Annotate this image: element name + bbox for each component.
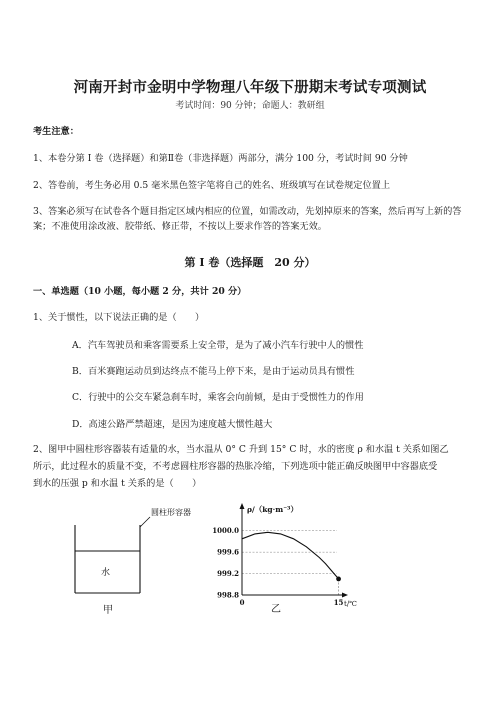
part1-heading: 一、单选题（10 小题，每小题 2 分，共计 20 分）	[33, 286, 247, 297]
figure-yi-caption: 乙	[271, 604, 281, 615]
density-curve	[242, 532, 339, 579]
y-axis-arrow	[240, 503, 245, 509]
container-label: 圆柱形容器	[151, 508, 191, 517]
q2-stem-line-2: 所示，此过程水的质量不变，不考虑圆柱形容器的热胀冷缩，下列选项中能正确反映图甲中容器底受	[33, 461, 438, 472]
curve-end-point	[336, 577, 341, 582]
section-title: 第 I 卷（选择题 20 分）	[184, 256, 316, 269]
water-label: 水	[101, 568, 111, 578]
q1-option-b: B．百米赛跑运动员到达终点不能马上停下来，是由于运动员具有惯性	[72, 366, 355, 377]
notice-item-3: 3、答案必须写在试卷各个题目指定区域内相应的位置，如需改动，先划掉原来的答案，然后再写上新的答案；不准使用涂改液、胶带纸、修正带，不按以上要求作答的答案无效。	[33, 206, 462, 232]
y-tick-label: 998.8	[217, 590, 239, 600]
exam-title: 河南开封市金明中学物理八年级下册期末考试专项测试	[73, 79, 427, 96]
x-tick-label: 15	[333, 598, 344, 607]
q2-stem-line-3: 到水的压强 p 和水温 t 关系的是（ ）	[33, 478, 202, 489]
notice-item-1: 1、本卷分第 I 卷（选择题）和第Ⅱ卷（非选择题）两部分，满分 100 分，考试时间 90 分钟	[33, 153, 408, 164]
x-tick-label: 0	[239, 598, 245, 607]
figure-yi-chart	[205, 500, 365, 618]
q1-stem: 1、关于惯性，以下说法正确的是（ ）	[33, 312, 205, 323]
notice-heading: 考生注意：	[33, 126, 79, 137]
q1-option-a: A．汽车驾驶员和乘客需要系上安全带，是为了减小汽车行驶中人的惯性	[72, 340, 364, 351]
y-tick-label: 999.2	[217, 569, 239, 579]
figure-jia	[60, 505, 200, 620]
exam-subtitle: 考试时间：90 分钟；命题人：教研组	[175, 101, 325, 111]
figure-jia-caption: 甲	[103, 605, 113, 616]
q1-option-d: D．高速公路严禁超速，是因为速度越大惯性越大	[72, 419, 273, 430]
chart-series	[242, 532, 341, 581]
q1-option-c: C．行驶中的公交车紧急刹车时，乘客会向前倾，是由于受惯性力的作用	[72, 392, 364, 403]
x-axis-label: t/℃	[344, 600, 358, 608]
label-leader-line	[140, 517, 150, 527]
notice-item-2: 2、答卷前，考生务必用 0.5 毫米黑色签字笔将自己的姓名、班级填写在试卷规定位置上	[33, 180, 391, 191]
x-axis-arrow	[342, 593, 348, 598]
y-tick-label: 999.6	[217, 547, 239, 557]
y-tick-label: 1000.0	[212, 526, 239, 536]
q2-stem-line-1: 2、图甲中圆柱形容器装有适量的水，当水温从 0° C 升到 15° C 时，水的密度 ρ 和水温 t 关系如图乙	[33, 444, 449, 455]
y-axis-label: ρ/（kg·m⁻³）	[247, 505, 298, 514]
